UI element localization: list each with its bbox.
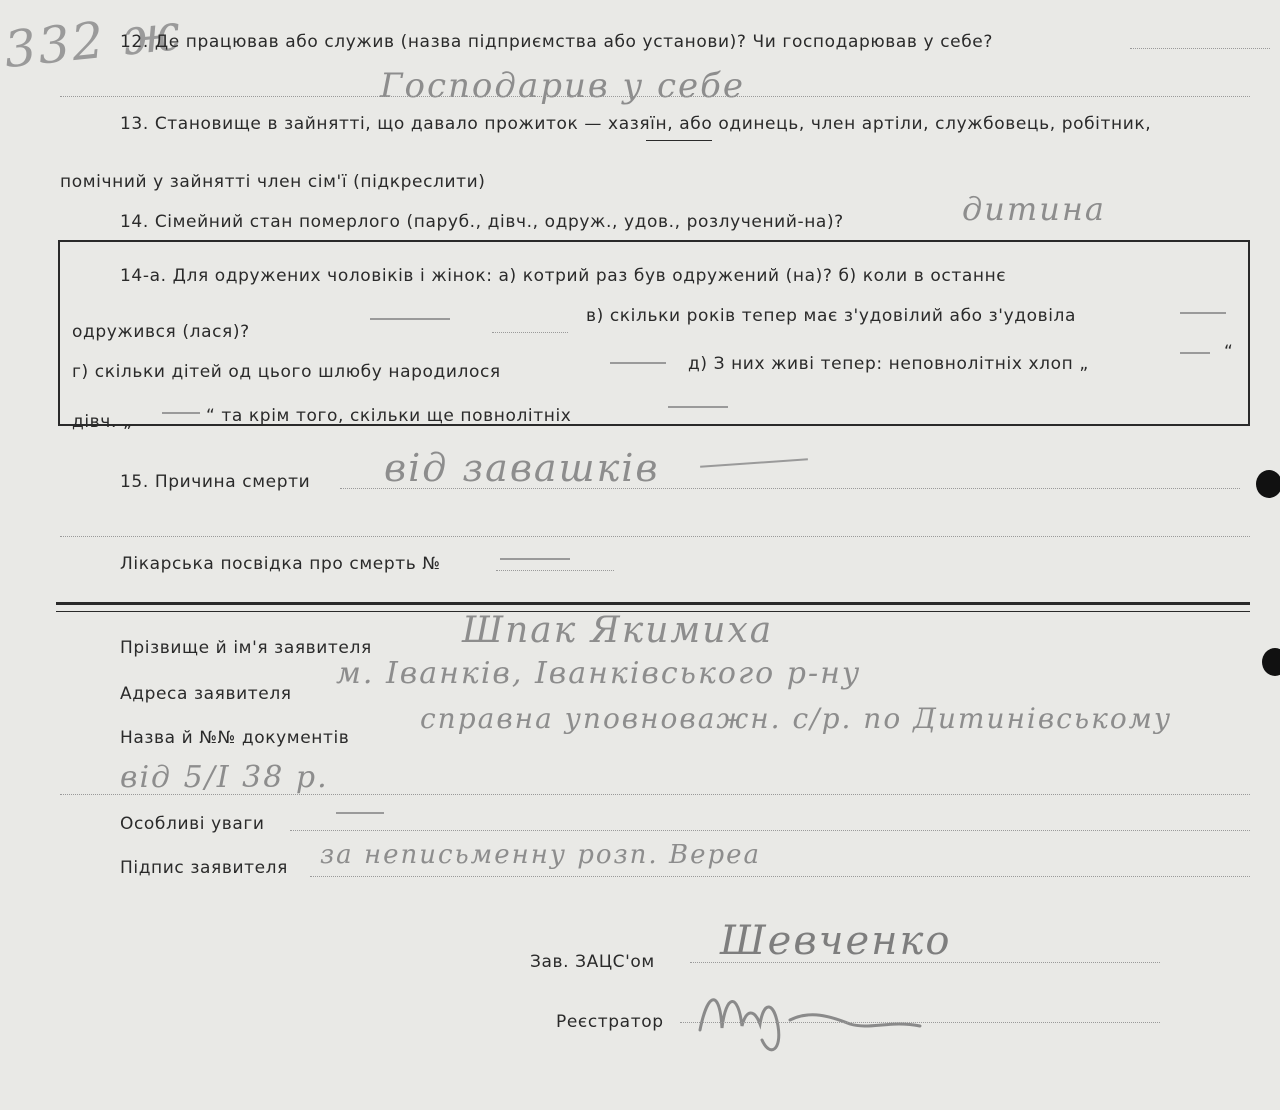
zags-head-fill-line <box>690 962 1160 963</box>
q14a-line3b: д) З них живі тепер: неповнолітніх хлоп „ <box>688 354 1089 374</box>
applicant-address-label: Адреса заявителя <box>120 684 292 704</box>
certificate-label: Лікарська посвідка про смерть № <box>120 554 441 574</box>
q14-answer: дитина <box>962 190 1106 228</box>
q14a-line4b: “ та крім того, скільки ще повнолітніх <box>206 406 572 426</box>
q15-answer: від завашків <box>384 446 660 490</box>
q14a-line3c: “ <box>1224 342 1234 362</box>
registrar-label: Реєстратор <box>556 1012 664 1032</box>
q12-answer-line <box>60 96 1250 97</box>
q12-label: 12. Де працював або служив (назва підприємства або установи)? Чи господарював у себе? <box>120 32 993 52</box>
q14a-blank-1 <box>370 318 450 320</box>
applicant-docs-value-2: від 5/І 38 р. <box>120 760 329 795</box>
applicant-notes-label: Особливі уваги <box>120 814 265 834</box>
applicant-notes-fill-line <box>290 830 1250 831</box>
q15-fill-line-2 <box>60 536 1250 537</box>
q12-answer: Господарив у себе <box>380 66 746 106</box>
q14a-line3a: г) скільки дітей од цього шлюбу народилося <box>72 362 501 382</box>
applicant-docs-value: справна уповноважн. с/р. по Дитинівському <box>420 702 1173 735</box>
applicant-docs-fill-line <box>60 794 1250 795</box>
applicant-sign-fill-line <box>310 876 1250 877</box>
applicant-docs-label: Назва й №№ документів <box>120 728 350 748</box>
q12-fill-line <box>1130 48 1270 49</box>
certificate-fill-line <box>496 570 614 571</box>
punch-hole-top <box>1256 470 1280 498</box>
zags-head-label: Зав. ЗАЦС'ом <box>530 952 655 972</box>
q13-label-line2: помічний у зайнятті член сім'ї (підкреслити) <box>60 172 486 192</box>
q13-underline-hazyain <box>646 140 712 141</box>
margin-note: 332 ж <box>1 2 185 80</box>
q14a-blank-2 <box>1180 312 1226 314</box>
q14a-blank-3 <box>610 362 666 364</box>
q14-label: 14. Сімейний стан померлого (паруб., дівч., одруж., удов., розлучений-на)? <box>120 212 844 232</box>
certificate-blank <box>500 558 570 560</box>
q14a-blank-5 <box>162 412 200 414</box>
q15-answer-stroke <box>700 458 808 468</box>
q14a-line1: 14-а. Для одружених чоловіків і жінок: а) котрий раз був одружений (на)? б) коли в останнє <box>120 266 1007 286</box>
punch-hole-bottom <box>1262 648 1280 676</box>
q14a-blank-4 <box>1180 352 1210 354</box>
applicant-address-value: м. Іванків, Іванківського р-ну <box>336 656 862 691</box>
applicant-notes-blank <box>336 812 384 814</box>
q13-label: 13. Становище в зайнятті, що давало прожиток — хазяїн, або одинець, член артіли, службовець, робітник, <box>120 114 1152 134</box>
applicant-sign-value: за неписьменну розп. Вереа <box>320 840 761 870</box>
q14a-line4a: дівч. „ <box>72 412 133 432</box>
applicant-sign-label: Підпис заявителя <box>120 858 288 878</box>
q14a-line2a: одружився (лася)? <box>72 322 250 342</box>
section-divider <box>56 602 1250 605</box>
registrar-signature <box>690 980 930 1060</box>
zags-head-signature: Шевченко <box>720 918 952 964</box>
q14a-line2b: в) скільки років тепер має з'удовілий або з'удовіла <box>586 306 1077 326</box>
registrar-fill-line <box>680 1022 1160 1023</box>
q14a-blank-6 <box>668 406 728 408</box>
applicant-name-value: Шпак Якимиха <box>462 610 774 651</box>
q15-fill-line <box>340 488 1240 489</box>
applicant-name-label: Прізвище й ім'я заявителя <box>120 638 372 658</box>
q15-label: 15. Причина смерти <box>120 472 311 492</box>
q14a-dotline-1 <box>492 332 568 333</box>
